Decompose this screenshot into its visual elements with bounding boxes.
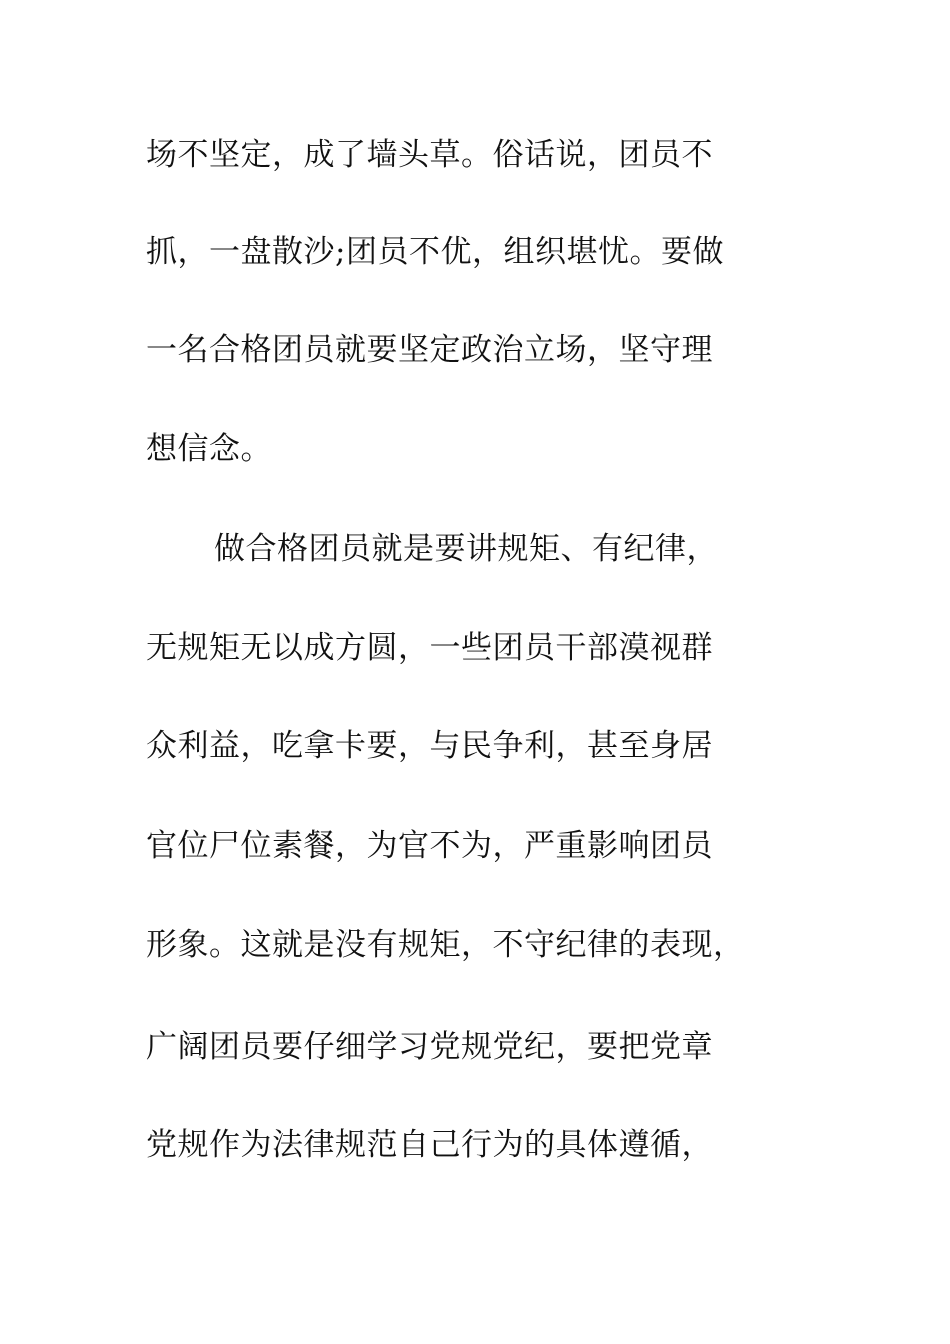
text-line: 想信念。 (146, 431, 272, 467)
text-line: 抓，一盘散沙;团员不优，组织堪忧。要做 (146, 234, 724, 270)
text-line: 党规作为法律规范自己行为的具体遵循， (146, 1127, 713, 1163)
text-line: 官位尸位素餐，为官不为，严重影响团员 (146, 828, 713, 864)
text-line: 无规矩无以成方圆，一些团员干部漠视群 (146, 630, 713, 666)
text-line: 一名合格团员就要坚定政治立场，坚守理 (146, 332, 713, 368)
text-line: 做合格团员就是要讲规矩、有纪律， (214, 531, 718, 567)
text-line: 场不坚定，成了墙头草。俗话说，团员不 (146, 137, 713, 173)
text-line: 广阔团员要仔细学习党规党纪，要把党章 (146, 1029, 713, 1065)
text-line: 形象。这就是没有规矩，不守纪律的表现， (146, 927, 745, 963)
text-line: 众利益，吃拿卡要，与民争利，甚至身居 (146, 728, 713, 764)
